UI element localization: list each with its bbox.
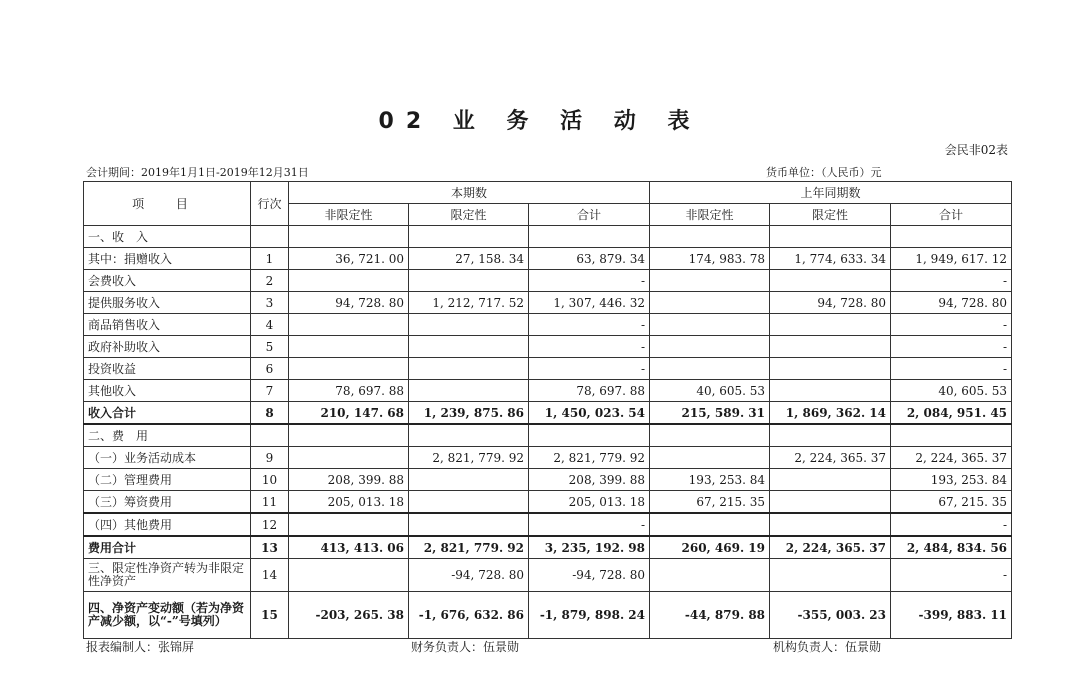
current-restricted-header: 限定性: [409, 204, 529, 226]
table-row: [84, 491, 1012, 514]
cell-p3: -: [891, 513, 1012, 536]
cell-p1: [650, 447, 770, 469]
cell-p3: -: [891, 336, 1012, 358]
cell-p3: 67, 215. 35: [891, 491, 1012, 514]
table-row: [84, 447, 1012, 469]
cell-p1: 40, 605. 53: [650, 380, 770, 402]
current-total-header: 合计: [529, 204, 650, 226]
cell-c3: -94, 728. 80: [529, 559, 650, 592]
cell-p3: -: [891, 358, 1012, 380]
cell-c1: [289, 559, 409, 592]
table-row: [84, 513, 1012, 536]
row-label: （一）业务活动成本: [84, 447, 251, 469]
cell-c3: 78, 697. 88: [529, 380, 650, 402]
table-row: [84, 292, 1012, 314]
row-label: 二、费 用: [84, 424, 251, 447]
cell-p1: [650, 226, 770, 248]
row-line-number: 14: [251, 559, 289, 592]
prior-total-header: 合计: [891, 204, 1012, 226]
currency-unit: 货币单位：（人民币）元: [766, 166, 882, 179]
cell-c3: [529, 226, 650, 248]
cell-c2: [409, 270, 529, 292]
prior-restricted-header: 限定性: [770, 204, 891, 226]
cell-p2: 2, 224, 365. 37: [770, 536, 891, 559]
prior-period-header: 上年同期数: [650, 182, 1012, 204]
current-period-header: 本期数: [289, 182, 650, 204]
cell-c1: [289, 226, 409, 248]
cell-p2: 2, 224, 365. 37: [770, 447, 891, 469]
cell-c3: -: [529, 314, 650, 336]
row-label: 提供服务收入: [84, 292, 251, 314]
row-line-number: 3: [251, 292, 289, 314]
row-label: 政府补助收入: [84, 336, 251, 358]
cell-c1: [289, 270, 409, 292]
cell-p2: [770, 336, 891, 358]
row-line-number: 11: [251, 491, 289, 514]
cell-c2: -94, 728. 80: [409, 559, 529, 592]
row-line-number: 10: [251, 469, 289, 491]
cell-p2: [770, 424, 891, 447]
row-line-number: 9: [251, 447, 289, 469]
cell-p2: [770, 491, 891, 514]
line-header: 行次: [251, 182, 289, 226]
cell-c1: 78, 697. 88: [289, 380, 409, 402]
organization-head: 机构负责人：伍景勋: [773, 640, 882, 654]
cell-p1: [650, 358, 770, 380]
cell-p2: [770, 513, 891, 536]
cell-p1: -44, 879. 88: [650, 592, 770, 639]
cell-c2: 27, 158. 34: [409, 248, 529, 270]
row-line-number: 1: [251, 248, 289, 270]
cell-c3: -: [529, 358, 650, 380]
cell-c2: [409, 226, 529, 248]
cell-c2: 1, 212, 717. 52: [409, 292, 529, 314]
cell-p3: 40, 605. 53: [891, 380, 1012, 402]
cell-c3: 2, 821, 779. 92: [529, 447, 650, 469]
cell-p3: 2, 484, 834. 56: [891, 536, 1012, 559]
cell-p1: [650, 292, 770, 314]
row-label: 会费收入: [84, 270, 251, 292]
row-label: （四）其他费用: [84, 513, 251, 536]
cell-c3: -: [529, 270, 650, 292]
cell-p2: [770, 270, 891, 292]
cell-c2: -1, 676, 632. 86: [409, 592, 529, 639]
form-code: 会民非02表: [944, 143, 1008, 157]
cell-c1: 413, 413. 06: [289, 536, 409, 559]
accounting-period: 会计期间：2019年1月1日-2019年12月31日: [86, 166, 309, 179]
cell-p3: 2, 084, 951. 45: [891, 402, 1012, 425]
table-row: [84, 248, 1012, 270]
cell-p1: 193, 253. 84: [650, 469, 770, 491]
cell-c3: 205, 013. 18: [529, 491, 650, 514]
cell-c3: 1, 450, 023. 54: [529, 402, 650, 425]
cell-c2: [409, 314, 529, 336]
cell-p2: [770, 380, 891, 402]
cell-c2: [409, 380, 529, 402]
cell-p3: 2, 224, 365. 37: [891, 447, 1012, 469]
cell-c2: [409, 358, 529, 380]
row-line-number: 4: [251, 314, 289, 336]
cell-p2: [770, 358, 891, 380]
row-line-number: 6: [251, 358, 289, 380]
table-row: [84, 469, 1012, 491]
cell-c1: [289, 447, 409, 469]
row-line-number: 5: [251, 336, 289, 358]
cell-p3: 193, 253. 84: [891, 469, 1012, 491]
row-label: 一、收 入: [84, 226, 251, 248]
cell-c3: -1, 879, 898. 24: [529, 592, 650, 639]
cell-c3: [529, 424, 650, 447]
cell-p1: [650, 513, 770, 536]
table-row: [84, 592, 1012, 639]
cell-p3: 94, 728. 80: [891, 292, 1012, 314]
cell-c2: 2, 821, 779. 92: [409, 536, 529, 559]
preparer: 报表编制人：张锦屏: [86, 640, 195, 654]
cell-c2: [409, 491, 529, 514]
cell-c1: [289, 424, 409, 447]
cell-c1: 210, 147. 68: [289, 402, 409, 425]
cell-p3: -: [891, 270, 1012, 292]
row-label: （三）筹资费用: [84, 491, 251, 514]
cell-p1: [650, 270, 770, 292]
row-line-number: 8: [251, 402, 289, 425]
table-row: [84, 336, 1012, 358]
cell-p2: 94, 728. 80: [770, 292, 891, 314]
table-row: [84, 226, 1012, 248]
cell-c3: -: [529, 336, 650, 358]
row-label: 其他收入: [84, 380, 251, 402]
row-line-number: 13: [251, 536, 289, 559]
table-row: [84, 424, 1012, 447]
cell-c3: 3, 235, 192. 98: [529, 536, 650, 559]
cell-p3: -: [891, 559, 1012, 592]
row-label: 收入合计: [84, 402, 251, 425]
cell-c1: 94, 728. 80: [289, 292, 409, 314]
cell-c1: -203, 265. 38: [289, 592, 409, 639]
cell-p1: [650, 424, 770, 447]
row-label: 投资收益: [84, 358, 251, 380]
cell-c3: -: [529, 513, 650, 536]
cell-c1: 208, 399. 88: [289, 469, 409, 491]
cell-c2: [409, 469, 529, 491]
cell-c1: [289, 358, 409, 380]
row-label: 四、净资产变动额（若为净资产减少额，以“-”号填列）: [84, 592, 251, 639]
cell-c1: 205, 013. 18: [289, 491, 409, 514]
cell-p2: [770, 314, 891, 336]
cell-c3: 208, 399. 88: [529, 469, 650, 491]
row-label: 费用合计: [84, 536, 251, 559]
row-line-number: 12: [251, 513, 289, 536]
table-row: [84, 314, 1012, 336]
cell-p2: [770, 226, 891, 248]
cell-c1: 36, 721. 00: [289, 248, 409, 270]
cell-p2: [770, 469, 891, 491]
cell-c2: [409, 513, 529, 536]
cell-p3: -399, 883. 11: [891, 592, 1012, 639]
cell-c2: [409, 424, 529, 447]
cell-c2: [409, 336, 529, 358]
cell-p1: [650, 559, 770, 592]
cell-p2: -355, 003. 23: [770, 592, 891, 639]
cell-p1: [650, 336, 770, 358]
cell-p3: 1, 949, 617. 12: [891, 248, 1012, 270]
table-row: [84, 402, 1012, 425]
cell-p1: 67, 215. 35: [650, 491, 770, 514]
finance-manager: 财务负责人：伍景勋: [411, 640, 520, 654]
cell-p1: [650, 314, 770, 336]
cell-c2: 1, 239, 875. 86: [409, 402, 529, 425]
cell-p1: 215, 589. 31: [650, 402, 770, 425]
table-row: [84, 270, 1012, 292]
current-unrestricted-header: 非限定性: [289, 204, 409, 226]
row-line-number: 15: [251, 592, 289, 639]
row-label: （二）管理费用: [84, 469, 251, 491]
cell-p1: 260, 469. 19: [650, 536, 770, 559]
report-title: 02 业 务 活 动 表: [378, 109, 702, 134]
table-row: [84, 536, 1012, 559]
row-label: 三、限定性净资产转为非限定性净资产: [84, 559, 251, 592]
row-line-number: [251, 226, 289, 248]
cell-p3: -: [891, 314, 1012, 336]
row-line-number: 2: [251, 270, 289, 292]
table-row: [84, 380, 1012, 402]
cell-c3: 1, 307, 446. 32: [529, 292, 650, 314]
cell-p3: [891, 424, 1012, 447]
cell-p1: 174, 983. 78: [650, 248, 770, 270]
cell-c3: 63, 879. 34: [529, 248, 650, 270]
row-line-number: 7: [251, 380, 289, 402]
report-body: [84, 226, 1012, 639]
table-row: [84, 559, 1012, 592]
cell-p2: 1, 869, 362. 14: [770, 402, 891, 425]
cell-c1: [289, 314, 409, 336]
cell-p3: [891, 226, 1012, 248]
prior-unrestricted-header: 非限定性: [650, 204, 770, 226]
cell-c2: 2, 821, 779. 92: [409, 447, 529, 469]
cell-c1: [289, 513, 409, 536]
row-label: 其中：捐赠收入: [84, 248, 251, 270]
cell-p2: [770, 559, 891, 592]
activity-report-table: [83, 181, 1012, 639]
item-header: 项 目: [84, 182, 251, 226]
cell-c1: [289, 336, 409, 358]
table-row: [84, 358, 1012, 380]
row-label: 商品销售收入: [84, 314, 251, 336]
cell-p2: 1, 774, 633. 34: [770, 248, 891, 270]
row-line-number: [251, 424, 289, 447]
